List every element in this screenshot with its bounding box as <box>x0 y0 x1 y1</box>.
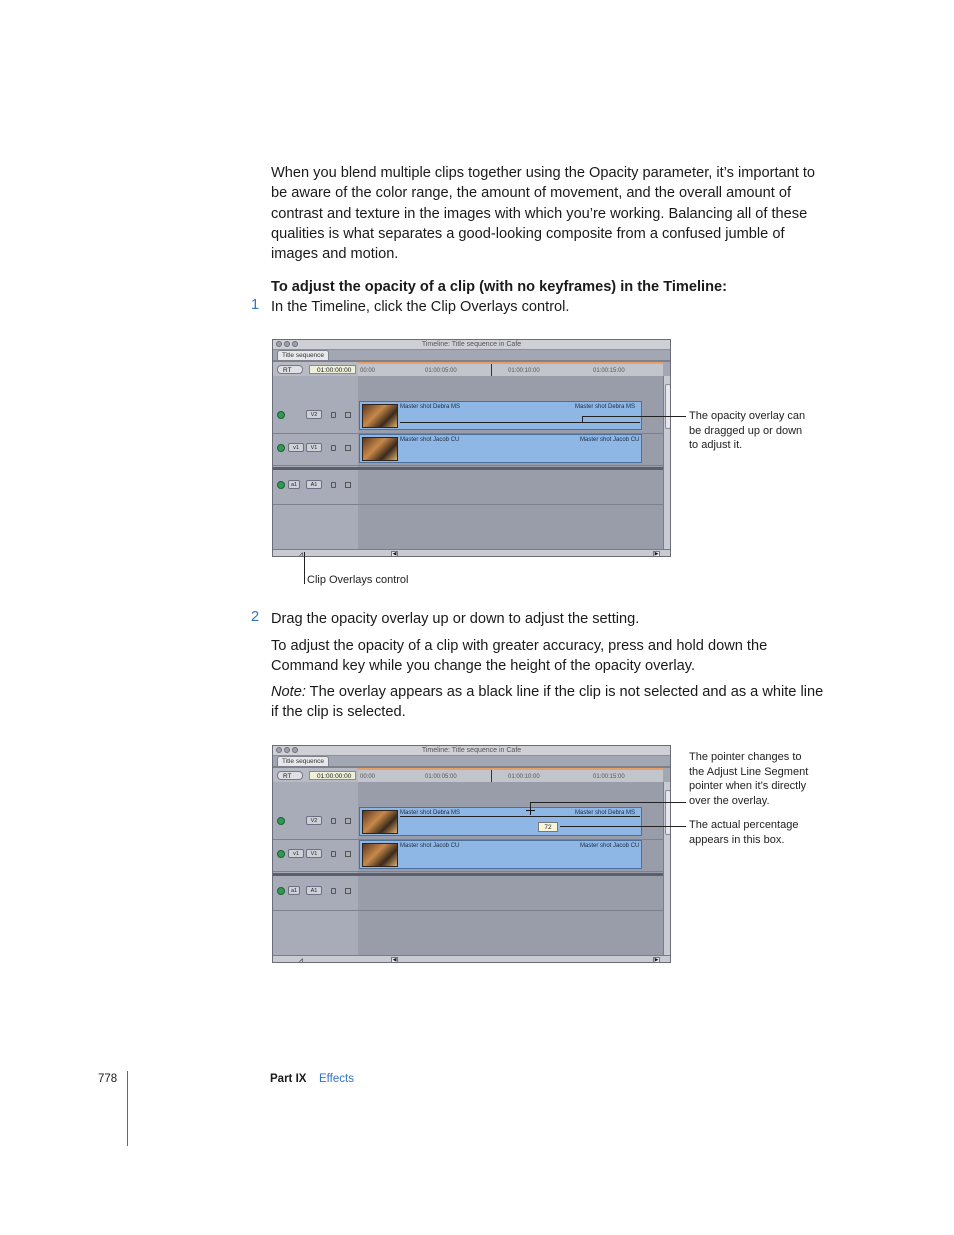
scroll-left-icon[interactable]: ◀ <box>392 957 397 963</box>
track-v1-dest[interactable]: V1 <box>306 443 322 452</box>
ruler-label: 01:00:10:00 <box>508 774 540 780</box>
opacity-percentage-box: 72 <box>538 822 558 832</box>
clip-thumbnail <box>362 404 398 428</box>
track-visibility-v1[interactable] <box>277 444 285 452</box>
scroll-left-icon[interactable]: ◀ <box>392 551 397 557</box>
window-title: Timeline: Title sequence in Cafe <box>421 341 522 348</box>
scroll-thumb[interactable] <box>665 384 671 429</box>
track-v1-dest[interactable]: V1 <box>306 849 322 858</box>
timecode-field[interactable]: 01:00:00:00 <box>309 365 356 374</box>
track-v2-dest[interactable]: V2 <box>306 816 322 825</box>
link-icon[interactable] <box>345 445 351 451</box>
note-label: Note: <box>271 684 306 700</box>
clip-v1[interactable] <box>359 434 642 463</box>
footer-rule <box>127 1071 128 1146</box>
ruler-label: 01:00:10:00 <box>508 368 540 374</box>
link-icon[interactable] <box>345 888 351 894</box>
tab-title-sequence[interactable]: Title sequence <box>277 756 329 766</box>
procedure-heading: To adjust the opacity of a clip (with no keyframes) in the Timeline: <box>271 279 727 295</box>
track-visibility-v1[interactable] <box>277 850 285 858</box>
lock-icon[interactable] <box>331 445 336 451</box>
clip-v1[interactable] <box>359 840 642 869</box>
callout-opacity-overlay: The opacity overlay can be dragged up or down to adjust it. <box>689 410 806 452</box>
playhead[interactable] <box>491 770 492 782</box>
ruler-label: 01:00:15:00 <box>593 774 625 780</box>
scroll-thumb[interactable] <box>665 790 671 835</box>
opacity-overlay[interactable] <box>400 816 640 817</box>
timeline-titlebar <box>273 746 670 756</box>
callout-pointer: The pointer changes to the Adjust Line Segment pointer when it’s directly over the overlay. <box>689 751 809 807</box>
step-2-text: Drag the opacity overlay up or down to adjust the setting. <box>271 611 640 627</box>
clip-thumbnail <box>362 810 398 834</box>
clip-name-end: Master shot Jacob CU <box>580 437 640 443</box>
ruler-label: 01:00:05:00 <box>425 774 457 780</box>
step-1-text: In the Timeline, click the Clip Overlays control. <box>271 299 570 315</box>
track-audible-a1[interactable] <box>277 481 285 489</box>
rt-popup[interactable]: RT <box>277 771 303 780</box>
scroll-right-icon[interactable]: ▶ <box>654 551 659 557</box>
step-1-number: 1 <box>251 297 260 313</box>
clip-name: Master shot Jacob CU <box>400 437 460 443</box>
track-v2-dest[interactable]: V2 <box>306 410 322 419</box>
playhead[interactable] <box>491 364 492 376</box>
timeline-window-2 <box>272 745 671 963</box>
ruler-label: 01:00:05:00 <box>425 368 457 374</box>
vertical-scrollbar[interactable] <box>663 376 671 549</box>
time-ruler[interactable] <box>358 362 663 377</box>
step-2-number: 2 <box>251 609 260 625</box>
opacity-overlay[interactable] <box>400 422 640 423</box>
track-a1-dest[interactable]: A1 <box>306 480 322 489</box>
note-paragraph <box>271 682 827 723</box>
track-header <box>273 782 358 955</box>
clip-v2[interactable] <box>359 807 642 836</box>
lock-icon[interactable] <box>331 851 336 857</box>
vertical-scrollbar[interactable] <box>663 782 671 955</box>
clip-name-end: Master shot Jacob CU <box>580 843 640 849</box>
timeline-titlebar <box>273 340 670 350</box>
link-icon[interactable] <box>345 851 351 857</box>
accuracy-paragraph: To adjust the opacity of a clip with greater accuracy, press and hold down the Command key while you change the height of the opacity overlay. <box>271 638 768 675</box>
time-ruler[interactable] <box>358 768 663 783</box>
ruler-label: 00:00 <box>360 368 376 374</box>
video-audio-divider[interactable] <box>273 873 663 876</box>
track-v1-source[interactable]: v1 <box>288 849 304 858</box>
track-visibility-v2[interactable] <box>277 411 285 419</box>
link-icon[interactable] <box>345 818 351 824</box>
clip-name: Master shot Debra MS <box>400 810 461 816</box>
timeline-bottom-bar <box>273 549 670 557</box>
lock-icon[interactable] <box>331 412 336 418</box>
rt-popup[interactable]: RT <box>277 365 303 374</box>
clip-thumbnail <box>362 437 398 461</box>
lock-icon[interactable] <box>331 482 336 488</box>
intro-paragraph: When you blend multiple clips together using the Opacity parameter, it’s important to be aware of the color range, the amount of movement, and the overall amount of contrast and texture in the images with which you’re working. Balancing all of these qualities is what separates a good-looking composite from a confused jumble of images and motion. <box>271 165 816 263</box>
clip-thumbnail <box>362 843 398 867</box>
track-v1-source[interactable]: v1 <box>288 443 304 452</box>
clip-name-end: Master shot Debra MS <box>575 404 636 410</box>
track-a1-source[interactable]: a1 <box>288 886 300 895</box>
callout-clip-overlays-control: Clip Overlays control <box>307 574 409 586</box>
footer-section-link[interactable]: Effects <box>319 1073 354 1085</box>
link-icon[interactable] <box>345 412 351 418</box>
window-title: Timeline: Title sequence in Cafe <box>421 747 522 754</box>
clip-name: Master shot Jacob CU <box>400 843 460 849</box>
tab-title-sequence[interactable]: Title sequence <box>277 350 329 360</box>
timeline-bottom-bar <box>273 955 670 963</box>
clip-overlays-control[interactable]: ⩘ <box>299 551 303 557</box>
lock-icon[interactable] <box>331 818 336 824</box>
track-header <box>273 376 358 549</box>
lock-icon[interactable] <box>331 888 336 894</box>
footer-part: Part IX <box>270 1073 307 1085</box>
video-audio-divider[interactable] <box>273 467 663 470</box>
clip-name-end: Master shot Debra MS <box>575 810 636 816</box>
track-a1-source[interactable]: a1 <box>288 480 300 489</box>
track-audible-a1[interactable] <box>277 887 285 895</box>
link-icon[interactable] <box>345 482 351 488</box>
timecode-field[interactable]: 01:00:00:00 <box>309 771 356 780</box>
scroll-right-icon[interactable]: ▶ <box>654 957 659 963</box>
clip-overlays-control[interactable]: ⩘ <box>299 957 303 963</box>
track-visibility-v2[interactable] <box>277 817 285 825</box>
clip-name: Master shot Debra MS <box>400 404 461 410</box>
track-a1-dest[interactable]: A1 <box>306 886 322 895</box>
page-number: 778 <box>98 1073 118 1085</box>
note-text: The overlay appears as a black line if the clip is not selected and as a white line if the clip is selected. <box>271 684 824 721</box>
ruler-label: 01:00:15:00 <box>593 368 625 374</box>
ruler-label: 00:00 <box>360 774 376 780</box>
callout-percentage: The actual percentage appears in this box. <box>689 819 799 846</box>
timeline-window-1 <box>272 339 671 557</box>
